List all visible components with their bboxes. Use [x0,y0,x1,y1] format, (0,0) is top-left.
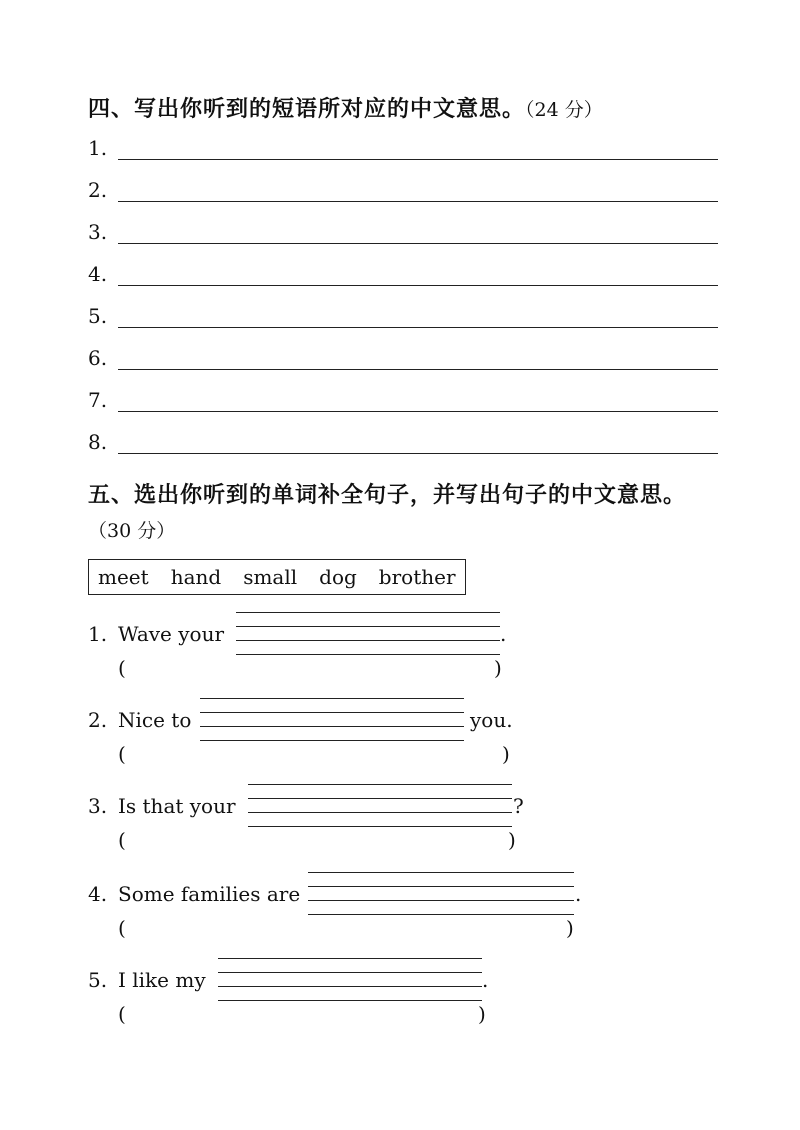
four-line-blank-bottom [308,914,574,915]
answer-line-1[interactable] [88,130,718,160]
four-line-blank-top [200,698,464,699]
sentence-1 [88,622,224,646]
section5-points: （30 分） [88,520,176,542]
translation-blank[interactable]: ) [566,916,574,940]
four-line-blank-top [236,612,500,613]
four-line-blank-top [218,958,482,959]
answer-blank[interactable] [248,812,512,813]
translation-blank[interactable]: ) [508,828,516,852]
open-paren: ( [118,656,126,680]
line-number: 3. [88,220,108,244]
word-bank-item: meet [98,565,149,589]
translation-blank[interactable]: ) [478,1002,486,1026]
answer-line-8[interactable] [88,424,718,454]
line-number: 2. [88,178,108,202]
word-bank-item: dog [319,565,357,589]
line-number: 4. [88,262,108,286]
open-paren: ( [118,828,126,852]
four-line-blank-upper [236,626,500,627]
sentence-number: 4. [88,882,108,906]
word-bank-item: hand [170,565,222,589]
answer-blank[interactable] [200,726,464,727]
section4-points: （24 分） [525,99,603,121]
sentence-text: I like my [118,968,206,992]
four-line-blank-bottom [218,1000,482,1001]
sentence-text: Is that your [118,794,236,818]
sentence-end: . [500,622,507,646]
translation-blank[interactable]: ) [502,742,510,766]
answer-line-6[interactable] [88,340,718,370]
sentence-end: . [482,968,489,992]
sentence-number: 1. [88,622,108,646]
answer-line-4[interactable] [88,256,718,286]
four-line-blank-upper [200,712,464,713]
four-line-blank-bottom [236,654,500,655]
sentence-text: Wave your [118,622,225,646]
line-number: 5. [88,304,108,328]
answer-line-2[interactable] [88,172,718,202]
answer-blank[interactable] [308,900,574,901]
word-bank-item: brother [378,565,456,589]
sentence-number: 5. [88,968,108,992]
sentence-end: you. [470,708,513,732]
section4-title: 四、写出你听到的短语所对应的中文意思。 [88,97,526,122]
sentence-text: Some families are [118,882,301,906]
open-paren: ( [118,916,126,940]
answer-blank[interactable] [218,986,482,987]
four-line-blank-bottom [248,826,512,827]
four-line-blank-upper [218,972,482,973]
section5-title: 五、选出你听到的单词补全句子，并写出句子的中文意思。 [88,483,687,508]
sentence-4 [88,882,300,906]
word-bank-item: small [243,565,298,589]
answer-blank[interactable] [236,640,500,641]
four-line-blank-upper [248,798,512,799]
line-number: 6. [88,346,108,370]
four-line-blank-top [308,872,574,873]
sentence-end: ? [513,794,524,818]
open-paren: ( [118,1002,126,1026]
answer-line-5[interactable] [88,298,718,328]
line-number: 7. [88,388,108,412]
four-line-blank-top [248,784,512,785]
four-line-blank-bottom [200,740,464,741]
word-bank-box [88,559,466,595]
sentence-text: Nice to [118,708,192,732]
open-paren: ( [118,742,126,766]
sentence-number: 2. [88,708,108,732]
line-number: 1. [88,136,108,160]
four-line-blank-upper [308,886,574,887]
sentence-3 [88,794,236,818]
answer-line-7[interactable] [88,382,718,412]
answer-line-3[interactable] [88,214,718,244]
translation-blank[interactable]: ) [494,656,502,680]
sentence-5 [88,968,206,992]
sentence-number: 3. [88,794,108,818]
sentence-2 [88,708,191,732]
sentence-end: . [575,882,582,906]
line-number: 8. [88,430,108,454]
section4-heading [88,92,603,123]
